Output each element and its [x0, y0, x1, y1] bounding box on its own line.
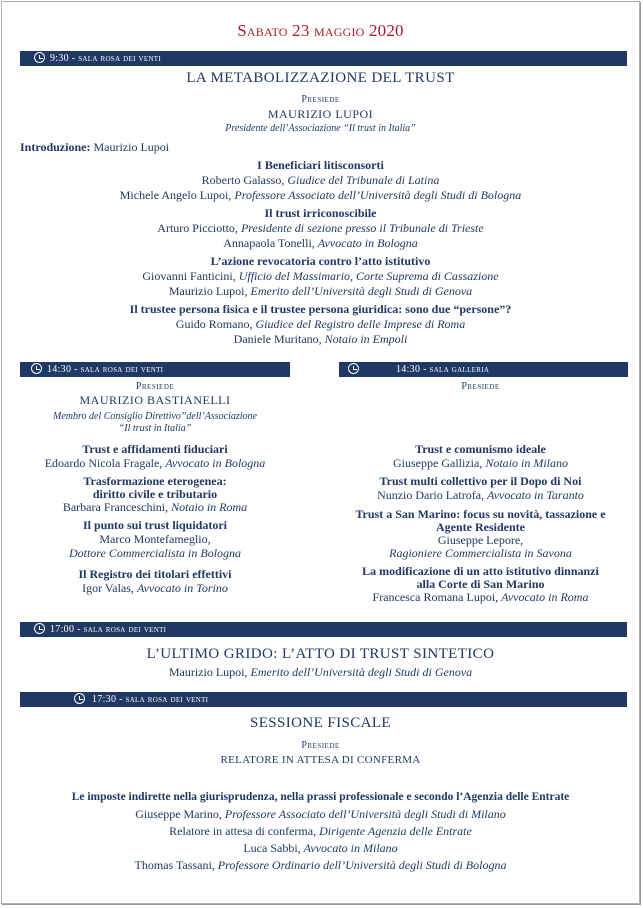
topic-title: Trust multi collettivo per il Dopo di Noi	[379, 474, 582, 488]
speaker-role: Ragioniere Commercialista in Savona	[389, 546, 572, 560]
speaker-line	[2, 236, 639, 250]
speaker-role: Notaio in Empoli	[324, 332, 408, 346]
speaker-name: Barbara Franceschini,	[62, 500, 169, 514]
intro-speaker: Maurizio Lupoi	[93, 140, 170, 154]
clock-icon	[34, 623, 45, 634]
clock-icon	[348, 363, 359, 374]
chair-role: Membro del Consiglio Direttivo”dell’Associazione	[53, 411, 257, 422]
relatore-pending: RELATORE IN ATTESA DI CONFERMA	[220, 754, 421, 766]
speaker-line	[2, 317, 639, 331]
presiede-label: Presiede	[301, 94, 340, 105]
speaker-role: Dottore Commercialista in Bologna	[68, 546, 242, 560]
speaker-line	[2, 173, 639, 187]
intro-label: Introduzione:	[20, 140, 91, 154]
presiede-label: Presiede	[461, 381, 500, 392]
chair-name: MAURIZIO LUPOI	[267, 107, 374, 121]
speaker-name: Marco Montefameglio,	[99, 532, 211, 546]
session-time-label: 14:30 - sala galleria	[396, 364, 490, 375]
clock-icon	[34, 52, 45, 63]
session-bar-left	[20, 362, 290, 377]
introduction-line	[20, 140, 639, 154]
speaker-role: Avvocato in Torino	[136, 581, 228, 595]
topic-title: Trust e comunismo ideale	[415, 442, 546, 456]
speaker-role: Presidente di sezione presso il Tribunale di Trieste	[240, 221, 484, 235]
clock-icon	[31, 363, 42, 374]
speaker-name: Guido Romano,	[175, 317, 253, 331]
session-bar-right	[339, 362, 628, 377]
speaker-name: Maurizio Lupoi,	[168, 284, 248, 298]
speaker-line	[2, 284, 639, 298]
speaker-line	[20, 582, 290, 596]
speaker-role	[20, 547, 290, 561]
speaker-name: Michele Angelo Lupoi,	[119, 188, 232, 202]
speaker-name: Giuseppe Lepore,	[437, 533, 524, 547]
topic-title: I Beneficiari litisconsorti	[257, 158, 384, 172]
chair-name: MAURIZIO BASTIANELLI	[79, 393, 231, 407]
speaker-role: Avvocato in Bologna	[317, 236, 418, 250]
speaker-role: Dirigente Agenzia delle Entrate	[319, 824, 472, 838]
speaker-role: Giudice del Tribunale di Latina	[287, 173, 440, 187]
speaker-role: Avvocato in Bologna	[165, 456, 266, 470]
speaker-line	[2, 841, 639, 855]
session-time-label: 17:30 - sala rosa dei venti	[92, 694, 209, 705]
speaker-line	[2, 332, 639, 346]
speaker-line	[2, 188, 639, 202]
session-time-label: 9:30 - sala rosa dei venti	[50, 53, 162, 64]
topic-title: L’azione revocatoria contro l’atto istitutivo	[210, 254, 431, 268]
topic-title: Le imposte indirette nella giurisprudenza, nella prassi professionale e secondo l’Agenzia delle Entrate	[71, 791, 570, 803]
speaker-name: Giuseppe Marino,	[135, 807, 222, 821]
session-bar-1700	[20, 622, 627, 637]
topic-title: Trust a San Marino: focus su novità, tassazione e	[355, 507, 606, 521]
speaker-name: Maurizio Lupoi,	[168, 665, 248, 679]
speaker-name: Relatore in attesa di conferma,	[169, 824, 317, 838]
speaker-role: Professore Associato dell’Università degli Studi di Milano	[224, 807, 506, 821]
session-title: L’ULTIMO GRIDO: L’ATTO DI TRUST SINTETICO	[146, 646, 495, 662]
chair-role: Presidente dell’Associazione “Il trust in Italia”	[225, 123, 416, 134]
topic-title: Il trust irriconoscibile	[264, 206, 377, 220]
speaker-name: Roberto Galasso,	[201, 173, 285, 187]
speaker-role: Notaio in Roma	[171, 500, 248, 514]
speaker-line	[332, 489, 629, 503]
speaker-line	[332, 591, 629, 605]
speaker-line	[20, 457, 290, 471]
topic-title: Agente Residente	[436, 520, 525, 534]
presiede-label: Presiede	[135, 381, 175, 392]
speaker-name: Edoardo Nicola Fragale,	[44, 456, 163, 470]
speaker-line	[2, 858, 639, 872]
session-bar-1730	[20, 692, 627, 707]
speaker-name: Daniele Muritano,	[233, 332, 322, 346]
topic-title: La modificazione di un atto istitutivo dinnanzi	[362, 564, 599, 578]
speaker-role: Notaio in Milano	[485, 456, 568, 470]
topic-title: diritto civile e tributario	[92, 487, 218, 501]
speaker-name: Giovanni Fanticini,	[142, 269, 236, 283]
speaker-role: Emerito dell’Università degli Studi di Genova	[250, 665, 473, 679]
speaker-role	[332, 547, 629, 561]
speaker-role: Avvocato in Milano	[303, 841, 398, 855]
speaker-role: Avvocato in Roma	[501, 590, 589, 604]
speaker-name: Arturo Picciotto,	[157, 221, 238, 235]
speaker-role: Avvocato in Taranto	[487, 488, 584, 502]
speaker-name: Igor Valas,	[82, 581, 134, 595]
speaker-name: Luca Sabbi,	[243, 841, 301, 855]
program-page	[1, 1, 640, 904]
presiede-label: Presiede	[301, 740, 340, 751]
chair-role: “Il trust in Italia”	[118, 423, 192, 434]
speaker-role: Ufficio del Massimario, Corte Suprema di Cassazione	[238, 269, 499, 283]
speaker-line	[2, 665, 639, 679]
speaker-name: Nunzio Dario Latrofa,	[377, 488, 485, 502]
speaker-name: Francesca Romana Lupoi,	[372, 590, 499, 604]
session-title: LA METABOLIZZAZIONE DEL TRUST	[186, 70, 455, 86]
speaker-role: Giudice del Registro delle Imprese di Roma	[255, 317, 466, 331]
session-time-label: 17:00 - sala rosa dei venti	[50, 624, 167, 635]
session-title: SESSIONE FISCALE	[249, 715, 391, 731]
topic-title: Trust e affidamenti fiduciari	[82, 442, 228, 456]
event-date: Sabato 23 maggio 2020	[237, 21, 404, 40]
speaker-line	[332, 457, 629, 471]
speaker-line	[20, 501, 290, 515]
topic-title: Il Registro dei titolari effettivi	[78, 567, 232, 581]
speaker-name: Thomas Tassani,	[134, 858, 215, 872]
speaker-role: Professore Associato dell’Università degli Studi di Bologna	[234, 188, 522, 202]
topic-title: alla Corte di San Marino	[416, 577, 545, 591]
speaker-role: Emerito dell’Università degli Studi di Genova	[250, 284, 473, 298]
topic-title: Il trustee persona fisica e il trustee persona giuridica: sono due “persone”?	[129, 302, 512, 316]
speaker-line	[2, 807, 639, 821]
topic-title: Il punto sui trust liquidatori	[82, 518, 228, 532]
speaker-line	[2, 269, 639, 283]
speaker-line	[2, 221, 639, 235]
topic-title: Trasformazione eterogenea:	[83, 474, 227, 488]
speaker-name: Annapaola Tonelli,	[223, 236, 315, 250]
speaker-name: Giuseppe Gallizia,	[393, 456, 483, 470]
session-time-label: 14:30 - sala rosa dei venti	[47, 364, 164, 375]
session-bar-morning	[20, 51, 627, 66]
speaker-role: Professore Ordinario dell’Università degli Studi di Bologna	[217, 858, 507, 872]
speaker-line	[2, 824, 639, 838]
clock-icon	[74, 693, 85, 704]
